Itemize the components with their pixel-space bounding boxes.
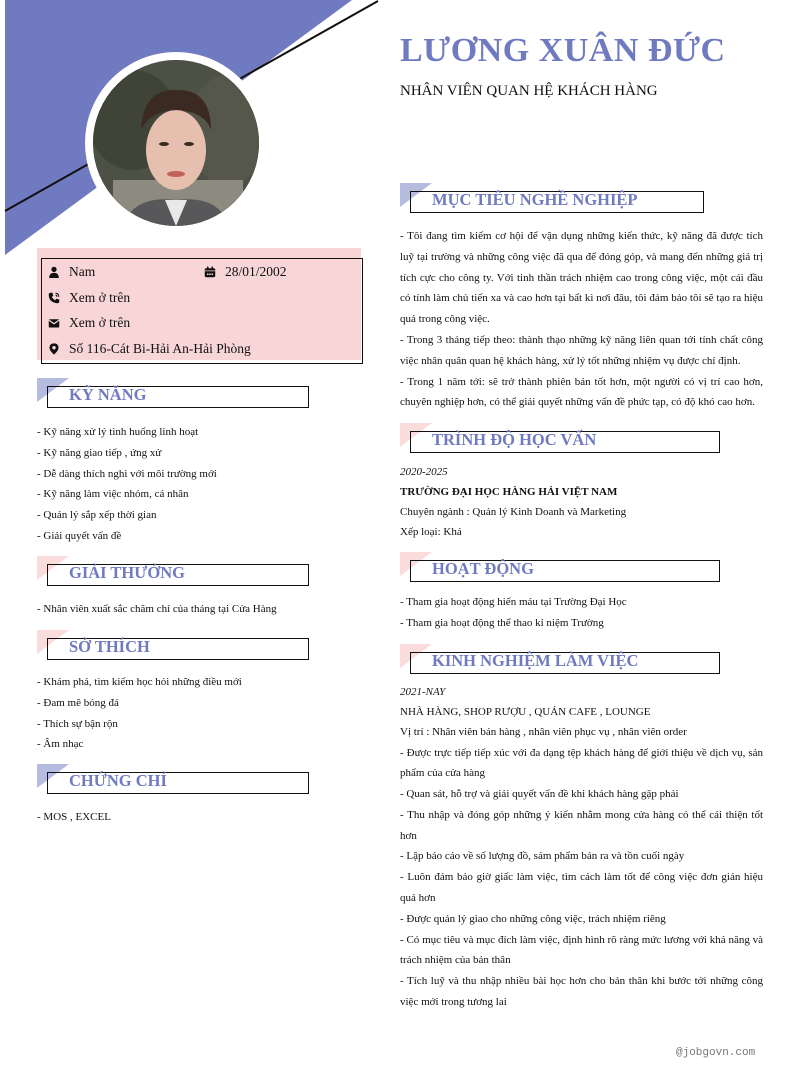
watermark: @jobgovn.com <box>676 1047 756 1059</box>
contact-birthday <box>203 264 287 280</box>
experience-period: 2021-NAY <box>400 686 446 698</box>
education-major: Chuyên ngành : Quản lý Kinh Doanh và Marketing <box>400 506 627 518</box>
contact-gender <box>47 264 95 280</box>
awards-list <box>37 599 277 620</box>
section-header-skills <box>37 378 309 408</box>
contact-address <box>47 341 251 357</box>
section-header-awards <box>37 556 309 586</box>
hobbies-list <box>37 672 242 755</box>
objective-paragraph: - Trong 1 năm tới: sẽ trở thành phiên bản tốt hơn, một người có vị trí cao hơn, chuyên nghiệp hơn, có thể giải quyết những vấn đề phức tạp, có độ khó cao hơn. <box>400 375 763 409</box>
section-title: CHỨNG CHỈ <box>69 771 167 790</box>
section-title: GIẢI THƯỞNG <box>69 563 185 582</box>
list-item: - Tham gia hoạt động hiến máu tại Trường Đại Học <box>400 596 627 608</box>
phone-icon <box>47 291 61 305</box>
education-grade: Xếp loại: Khá <box>400 526 462 538</box>
job-title: NHÂN VIÊN QUAN HỆ KHÁCH HÀNG <box>400 83 658 99</box>
experience-item: - Được quản lý giao cho những công việc, trách nhiệm riêng <box>400 912 666 925</box>
skills-list <box>37 422 217 547</box>
experience-item: - Thu nhập và đóng góp những ý kiến nhằm mong cửa hàng có thể cải thiện tốt hơn <box>400 808 763 842</box>
experience-details <box>400 683 763 1013</box>
section-title: TRÌNH ĐỘ HỌC VẤN <box>432 430 597 449</box>
section-title: HOẠT ĐỘNG <box>432 559 534 578</box>
list-item: - Đam mê bóng đá <box>37 696 119 709</box>
map-marker-icon <box>47 342 61 356</box>
email-value: Xem ở trên <box>69 315 131 330</box>
contact-phone <box>47 290 130 306</box>
activities-list <box>400 592 763 634</box>
list-item: - Kỹ năng giao tiếp , ứng xử <box>37 446 162 459</box>
section-title: KỸ NĂNG <box>69 385 147 404</box>
experience-item: - Có mục tiêu và mục đích làm việc, định hình rõ ràng mức lương với khả năng và trách nhiệm của bản thân <box>400 933 763 967</box>
education-period: 2020-2025 <box>400 466 448 478</box>
list-item: - MOS , EXCEL <box>37 811 111 823</box>
candidate-name: LƯƠNG XUÂN ĐỨC <box>400 32 726 69</box>
list-item: - Khám phá, tìm kiếm học hỏi những điều mới <box>37 676 242 688</box>
calendar-icon <box>203 265 217 279</box>
list-item: - Âm nhạc <box>37 738 84 751</box>
phone-value: Xem ở trên <box>69 290 131 305</box>
list-item: - Tham gia hoạt động thể thao kỉ niệm Trường <box>400 616 604 629</box>
experience-position: Vị trí : Nhân viên bán hàng , nhân viên phục vụ , nhân viên order <box>400 726 687 738</box>
section-title: MỤC TIÊU NGHỀ NGHIỆP <box>432 190 638 209</box>
section-header-objective <box>400 183 704 213</box>
birthday-value: 28/01/2002 <box>225 264 287 279</box>
section-header-hobbies <box>37 630 309 660</box>
section-header-activities <box>400 552 720 582</box>
list-item: - Dễ dàng thích nghi với môi trường mới <box>37 467 217 480</box>
section-title: SỞ THÍCH <box>69 637 150 656</box>
section-header-certificates <box>37 764 309 794</box>
company-name: NHÀ HÀNG, SHOP RƯỢU , QUÁN CAFE , LOUNGE <box>400 705 651 718</box>
experience-item: - Quan sát, hỗ trợ và giải quyết vấn đề khi khách hàng gặp phải <box>400 788 679 801</box>
gender-value: Nam <box>69 264 96 279</box>
experience-item: - Được trực tiếp tiếp xúc với đa dạng tệp khách hàng để giới thiệu về dịch vụ, sản phẩm của cửa hàng <box>400 746 763 780</box>
objective-paragraph: - Trong 3 tháng tiếp theo: thành thạo những kỹ năng liên quan tới tính chất công việc nhân quân quan hệ khách hàng, xử lý tốt những nhiệm vụ được chỉ định. <box>400 333 763 367</box>
section-header-education <box>400 423 720 453</box>
list-item: - Kỹ năng làm việc nhóm, cá nhân <box>37 488 189 501</box>
contact-email <box>47 315 130 331</box>
school-name: TRƯỜNG ĐẠI HỌC HÀNG HẢI VIỆT NAM <box>400 486 618 498</box>
certificates-list <box>37 807 111 828</box>
objective-text <box>400 226 763 413</box>
section-title: KINH NGHIỆM LÀM VIỆC <box>432 651 639 670</box>
objective-paragraph: - Tôi đang tìm kiếm cơ hội để vận dụng những kiến thức, kỹ năng đã được tích luỹ tại trường và những công việc đã qua để đóng góp, và mang đến những giá trị tích cực cho công ty. Với tinh thần trách nhiệm cao trong công việc, một cái đầu có tính làm chủ tiến xa và cao hơn tại bất kì nơi đâu, tôi đảm bảo tôi sẽ tạo ra hiệu quả trong công việc. <box>400 230 763 326</box>
list-item: - Kỹ năng xử lý tình huống linh hoạt <box>37 426 199 438</box>
address-value: Số 116-Cát Bi-Hải An-Hải Phòng <box>69 341 251 356</box>
experience-item: - Luôn đảm bảo giờ giấc làm việc, tìm cách làm tốt để công việc đơn giản hiệu quả hơn <box>400 871 763 905</box>
user-icon <box>47 265 61 279</box>
experience-item: - Lập báo cáo về số lượng đồ, sảm phẩm bán ra và tồn cuối ngày <box>400 850 685 863</box>
list-item: - Quản lý sắp xếp thời gian <box>37 509 157 522</box>
list-item: - Thích sự bận rộn <box>37 717 118 730</box>
list-item: - Nhân viên xuất sắc chăm chỉ của tháng tại Cửa Hàng <box>37 603 277 615</box>
envelope-icon <box>47 316 61 330</box>
avatar <box>85 52 267 234</box>
experience-item: - Tích luỹ và thu nhập nhiều bài học hơn cho bản thân khi bước tới những công việc mới trong tương lai <box>400 975 763 1009</box>
list-item: - Giải quyết vấn đề <box>37 529 122 542</box>
profile-photo <box>93 60 259 226</box>
education-details <box>400 462 763 542</box>
section-header-experience <box>400 644 720 674</box>
